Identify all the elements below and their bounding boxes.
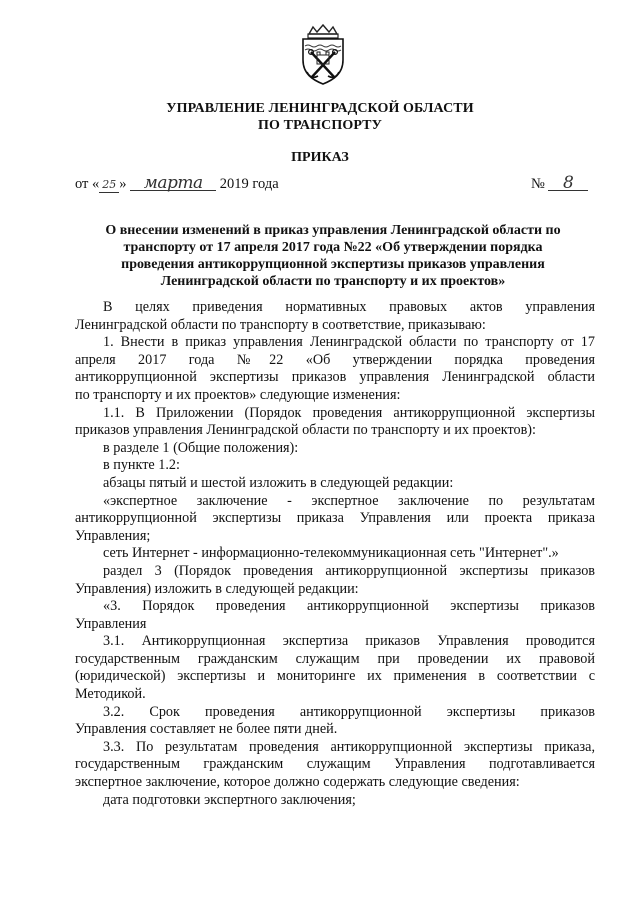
body-line: 1. Внести в приказ управления Ленинградской области по транспорту от 17 (103, 334, 595, 351)
body-line: в разделе 1 (Общие положения): (103, 439, 299, 456)
body-line: 3.1. Антикоррупционная экспертиза приказов Управления проводится (103, 633, 595, 650)
document-title (78, 222, 588, 290)
body-line: апреля 2017 года №22 «Об утверждении порядка проведения (75, 351, 595, 368)
date-month-handwritten: марта (130, 176, 216, 191)
date-prefix: от « (75, 176, 100, 192)
document-number (531, 173, 588, 193)
body-line: дата подготовки экспертного заключения; (103, 791, 356, 808)
date-year: 2019 года (216, 176, 279, 192)
body-line: Управления; (75, 527, 151, 544)
document-type: ПРИКАЗ (291, 150, 349, 165)
date-mid: » (119, 176, 131, 192)
body-line: приказов управления Ленинградской области по транспорту и их проектов): (75, 422, 536, 439)
body-line: Управления) изложить в следующей редакции: (75, 580, 359, 597)
document-body (75, 299, 595, 809)
body-line: экспертное заключение, которое должно содержать следующие сведения: (75, 774, 520, 791)
body-line: сеть Интернет - информационно-телекоммуникационная сеть "Интернет".» (103, 545, 559, 562)
body-line: в пункте 1.2: (103, 457, 180, 474)
title-line: О внесении изменений в приказ управления Ленинградской области по (105, 223, 561, 238)
body-line: антикоррупционной экспертизы приказов управления Ленинградской области (75, 369, 595, 386)
date-day-handwritten: 25 (99, 178, 119, 193)
body-line: 3.3. По результатам проведения антикоррупционной экспертизы приказа, (103, 738, 595, 755)
organization-name-line2: ПО ТРАНСПОРТУ (258, 118, 382, 133)
document-date (75, 173, 279, 193)
coat-of-arms-emblem (295, 22, 351, 86)
body-line: раздел 3 (Порядок проведения антикоррупционной экспертизы приказов (103, 562, 595, 579)
body-line: «3. Порядок проведения антикоррупционной экспертизы приказов (103, 598, 595, 615)
body-line: по транспорту и их проектов» следующие изменения: (75, 386, 401, 403)
body-line: абзацы пятый и шестой изложить в следующей редакции: (103, 474, 454, 491)
body-line: Ленинградской области по транспорту в соответствие, приказываю: (75, 316, 486, 333)
body-line: государственным гражданским служащим при проведении их правовой (75, 650, 595, 667)
organization-name-line1: УПРАВЛЕНИЕ ЛЕНИНГРАДСКОЙ ОБЛАСТИ (166, 101, 474, 116)
body-line: Методикой. (75, 686, 146, 703)
number-handwritten: 8 (548, 176, 588, 191)
body-line: Управления составляет не более пяти дней. (75, 721, 338, 738)
body-line: антикоррупционной экспертизы приказа Управления или проекта приказа (75, 510, 595, 527)
body-line: (юридической) экспертизы и мониторинге их применения в соответствии с (75, 668, 595, 685)
body-line: 3.2. Срок проведения антикоррупционной экспертизы приказов (103, 703, 595, 720)
title-line: Ленинградской области по транспорту и их проектов» (160, 274, 506, 289)
body-line: 1.1. В Приложении (Порядок проведения антикоррупционной экспертизы (103, 404, 595, 421)
body-line: государственным гражданским служащим Управления подготавливается (75, 756, 595, 773)
title-line: транспорту от 17 апреля 2017 года №22 «Об утверждении порядка (123, 240, 543, 255)
body-line: В целях приведения нормативных правовых актов управления (103, 299, 595, 315)
title-line: проведения антикоррупционной экспертизы приказов управления (121, 257, 545, 272)
body-line: Управления (75, 615, 147, 632)
number-label: № (531, 176, 545, 192)
body-line: «экспертное заключение - экспертное заключение по результатам (103, 492, 595, 509)
